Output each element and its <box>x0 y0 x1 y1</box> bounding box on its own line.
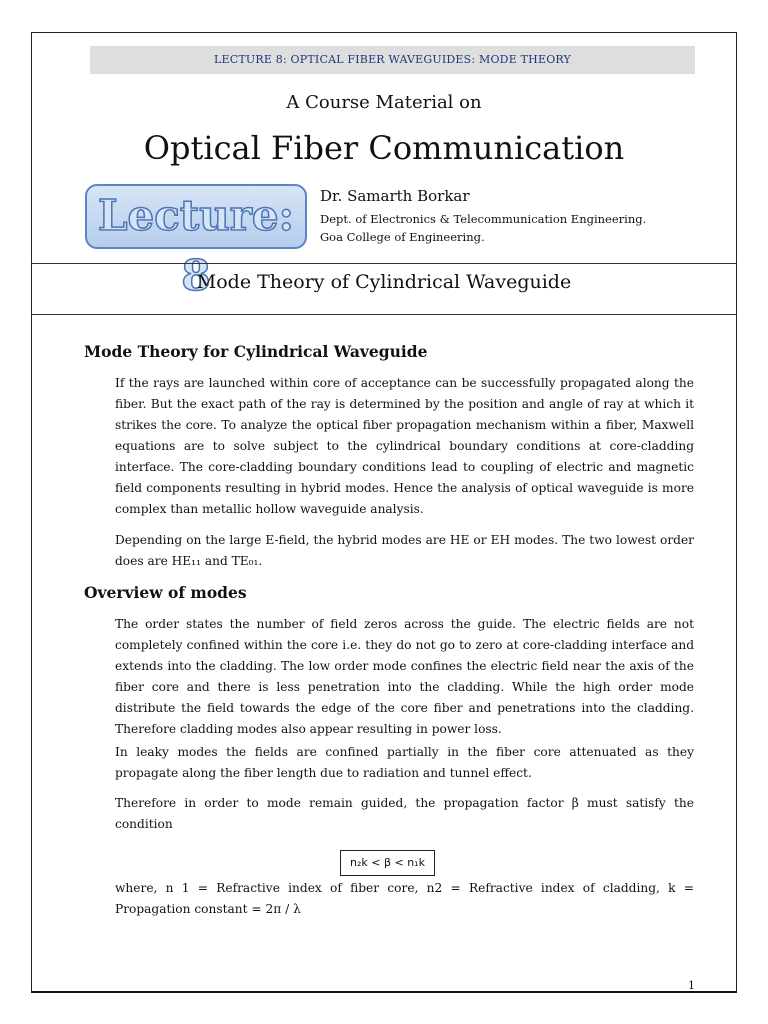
section-title: Mode Theory of Cylindrical Waveguide <box>196 271 572 293</box>
equation-box: n₂k < β < n₁k <box>340 850 435 876</box>
paragraph: If the rays are launched within core of acceptance can be successfully propagated along the fiber. But the exact path of the ray is determined by the position and angle of ray at which it strikes the core. To analyze the optical fiber propagation mechanism within a fiber, Maxwell equations are to solve subject to the cylindrical boundary conditions at core-cladding interface. The core-cladding boundary conditions lead to coupling of electric and magnetic field components resulting in hybrid modes. Hence the analysis of optical waveguide is more complex than metallic hollow waveguide analysis. <box>115 376 694 516</box>
section-heading-mode-theory: Mode Theory for Cylindrical Waveguide <box>84 342 428 361</box>
author-block <box>320 187 720 246</box>
paragraph-where: where, n 1 = Refractive index of fiber core, n2 = Refractive index of cladding, k = Propagation constant = 2π / λ <box>115 881 694 916</box>
paragraph: The order states the number of field zeros across the guide. The electric fields are not completely confined within the core i.e. they do not go to zero at core-cladding interface and extends into the cladding. The low order mode confines the electric field near the axis of the fiber core and there is less penetration into the cladding. While the high order mode distribute the field towards the edge of the core fiber and penetrations into the cladding. Therefore cladding modes also appear resulting in power loss. <box>115 617 694 736</box>
author-department: Dept. of Electronics & Telecommunication Engineering. <box>320 212 647 226</box>
author-college: Goa College of Engineering. <box>320 230 485 244</box>
running-header: LECTURE 8: OPTICAL FIBER WAVEGUIDES: MODE THEORY <box>90 46 695 74</box>
page-number: 1 <box>688 979 695 992</box>
divider-bottom <box>31 314 737 315</box>
paragraph: Therefore in order to mode remain guided, the propagation factor β must satisfy the condition <box>115 796 694 831</box>
section-heading-overview: Overview of modes <box>84 583 247 602</box>
paragraph: Depending on the large E-field, the hybrid modes are HE or EH modes. The two lowest order does are HE₁₁ and TE₀₁. <box>115 533 694 568</box>
paragraph: In leaky modes the fields are confined partially in the fiber core attenuated as they propagate along the fiber length due to radiation and tunnel effect. <box>115 745 694 780</box>
course-title: Optical Fiber Communication <box>143 129 625 167</box>
author-name: Dr. Samarth Borkar <box>320 187 470 205</box>
course-subtitle: A Course Material on <box>286 92 482 113</box>
lecture-badge: Lecture: 8 <box>85 184 307 249</box>
divider-top <box>31 263 737 264</box>
